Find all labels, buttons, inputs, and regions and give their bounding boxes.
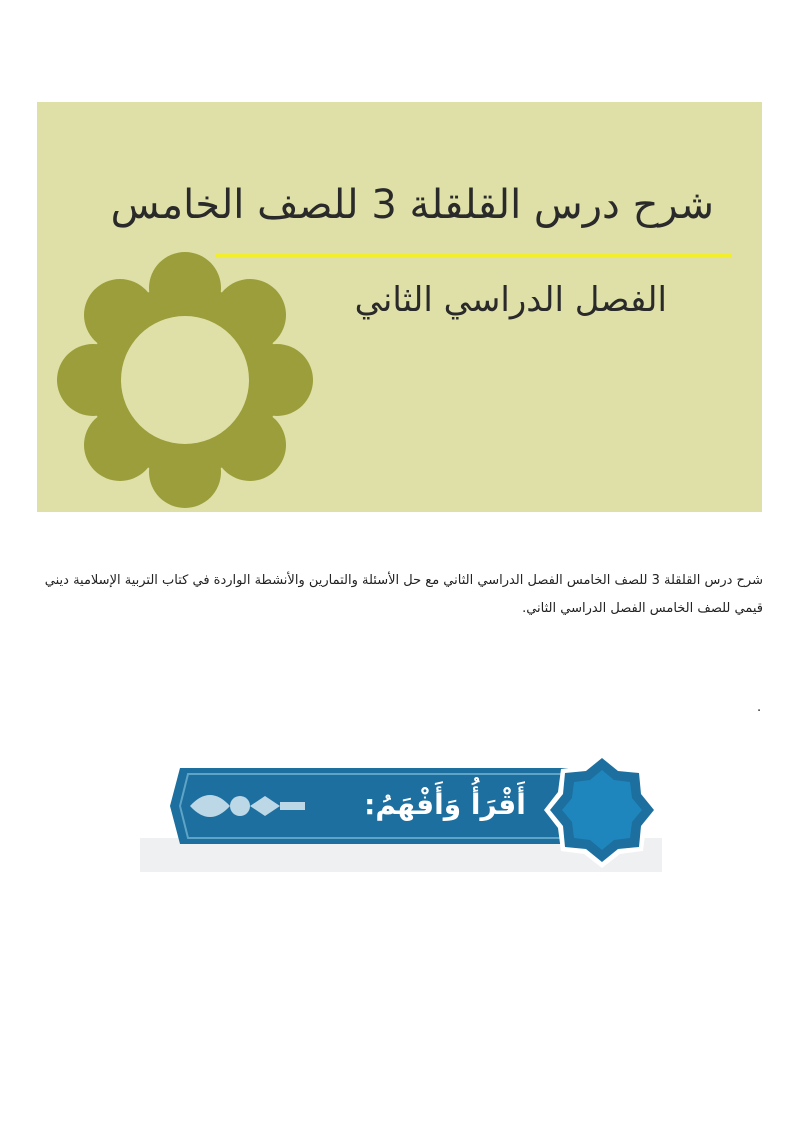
lesson-description: شرح درس القلقلة 3 للصف الخامس الفصل الدراسي الثاني مع حل الأسئلة والتمارين والأنشطة الواردة في كتاب التربية الإسلامية ديني قيمي للصف الخامس الفصل الدراسي الثاني. <box>44 573 763 616</box>
read-and-understand-banner <box>140 748 662 872</box>
banner-title: شرح درس القلقلة 3 للصف الخامس <box>110 182 714 228</box>
banner-divider <box>215 254 731 258</box>
separator-dot: . <box>757 700 762 715</box>
read-banner-label: أَقْرَأُ وَأَفْهَمُ: <box>364 788 526 821</box>
banner-subtitle: الفصل الدراسي الثاني <box>354 280 667 320</box>
header-banner <box>37 102 762 512</box>
ornament-star-icon <box>544 752 660 868</box>
